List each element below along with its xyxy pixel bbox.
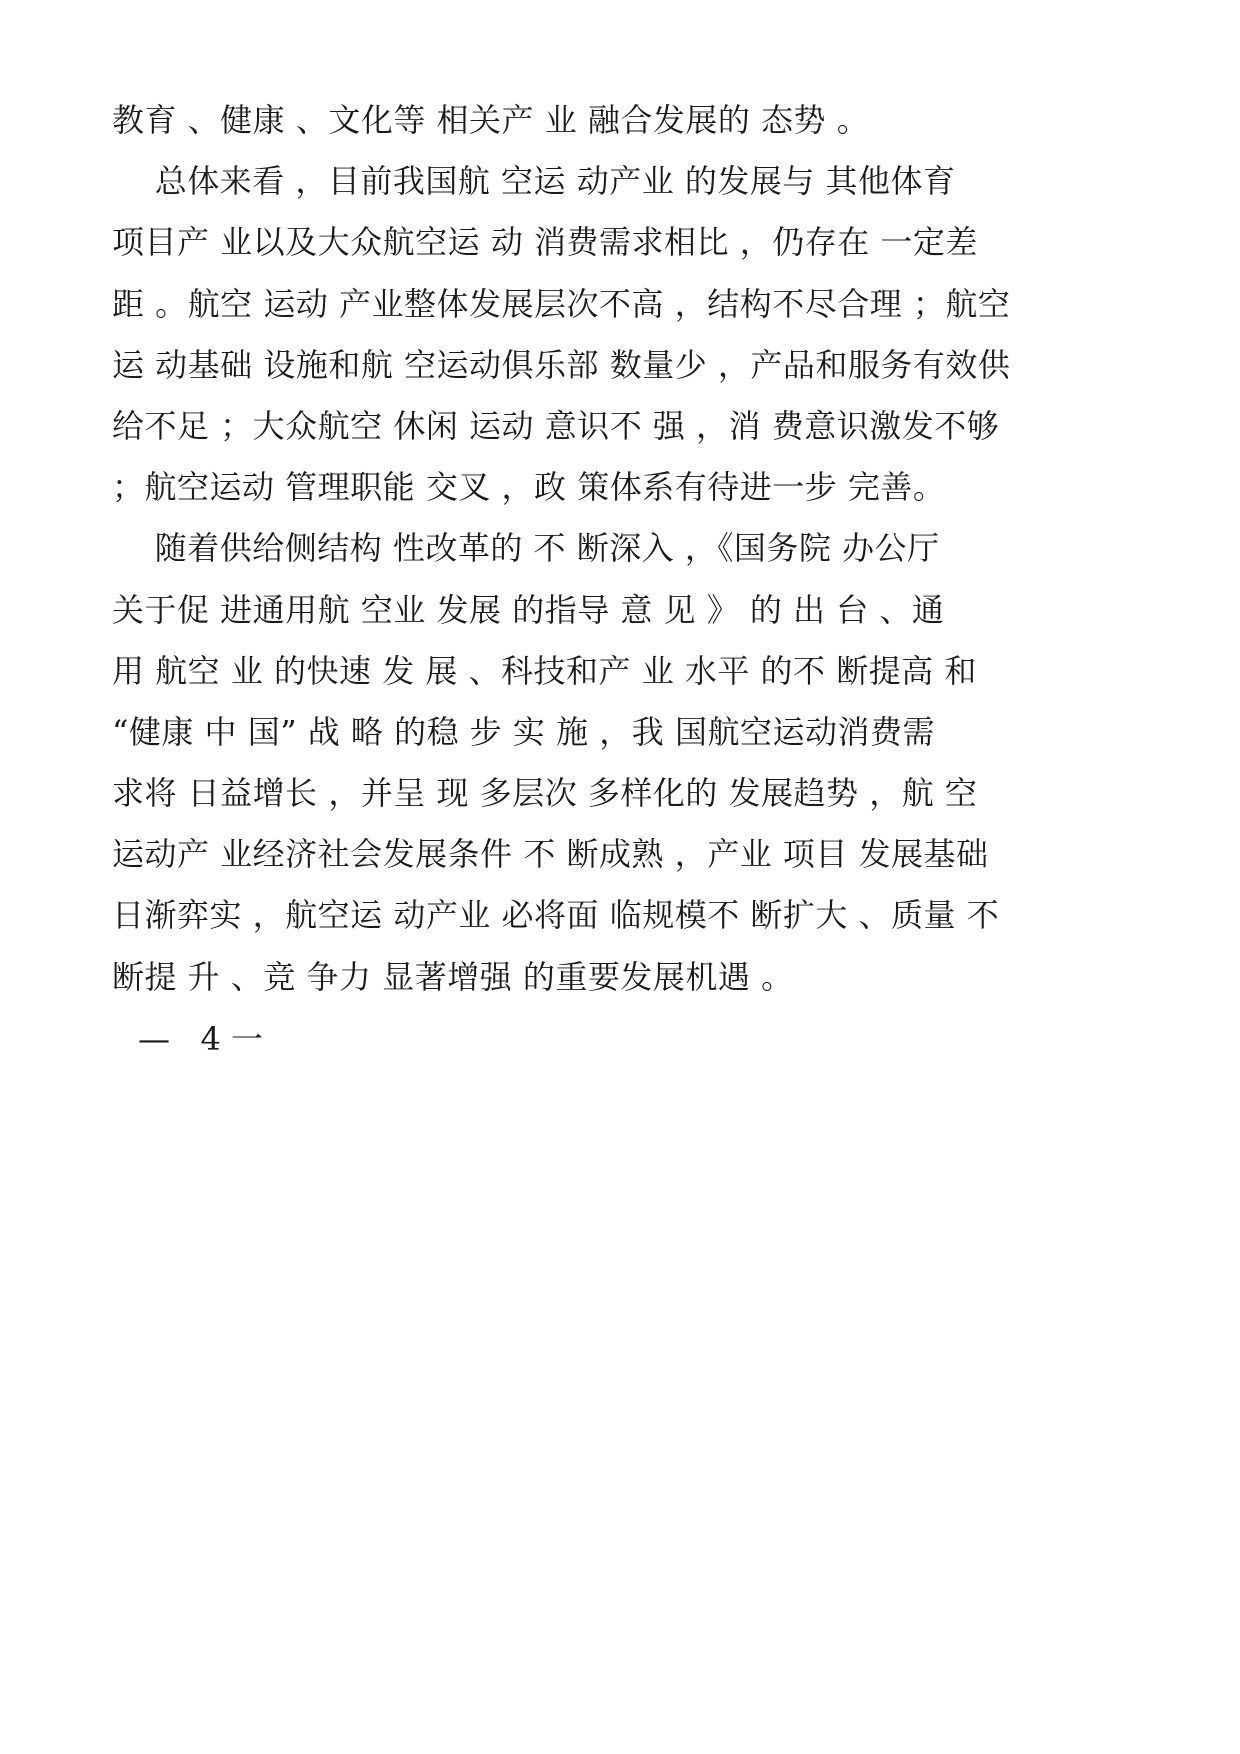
text-line: 运动产 业经济社会发展条件 不 断成熟 ，产业 项目 发展基础: [112, 835, 989, 874]
text-line: 断提 升 、竞 争力 显著增强 的重要发展机遇 。: [112, 957, 794, 996]
page-number: — 4 一: [138, 1020, 264, 1058]
text-line: 总体来看 ，目前我国航 空运 动产业 的发展与 其他体育: [112, 162, 956, 201]
body-text: [112, 90, 1132, 1008]
text-line: “健康 中 国” 战 略 的稳 步 实 施 ，我 国航空运动消费需: [112, 712, 935, 751]
text-line: 运 动基础 设施和航 空运动俱乐部 数量少 ，产品和服务有效供: [112, 345, 1011, 384]
text-line: 距 。航空 运动 产业整体发展层次不高 ，结构不尽合理 ；航空: [112, 284, 1011, 323]
text-line: 关于促 进通用航 空业 发展 的指导 意 见 》 的 出 台 、通: [112, 590, 945, 629]
text-line: 日渐弈实 ，航空运 动产业 必将面 临规模不 断扩大 、质量 不: [112, 896, 1000, 935]
text-line: 求将 日益增长 ，并呈 现 多层次 多样化的 发展趋势 ，航 空: [112, 774, 978, 813]
text-line: 随着供给侧结构 性改革的 不 断深入 ，《国务院 办公厅: [112, 529, 940, 568]
text-line: ；航空运动 管理职能 交叉 ，政 策体系有待进一步 完善。: [112, 468, 946, 507]
text-line: 给不足 ；大众航空 休闲 运动 意识不 强 ，消 费意识激发不够: [112, 406, 1000, 445]
text-line: 用 航空 业 的快速 发 展 、科技和产 业 水平 的不 断提高 和: [112, 651, 977, 690]
text-line: 项目产 业以及大众航空运 动 消费需求相比 ，仍存在 一定差: [112, 223, 978, 262]
text-line: 教育 、健康 、文化等 相关产 业 融合发展的 态势 。: [112, 101, 870, 139]
